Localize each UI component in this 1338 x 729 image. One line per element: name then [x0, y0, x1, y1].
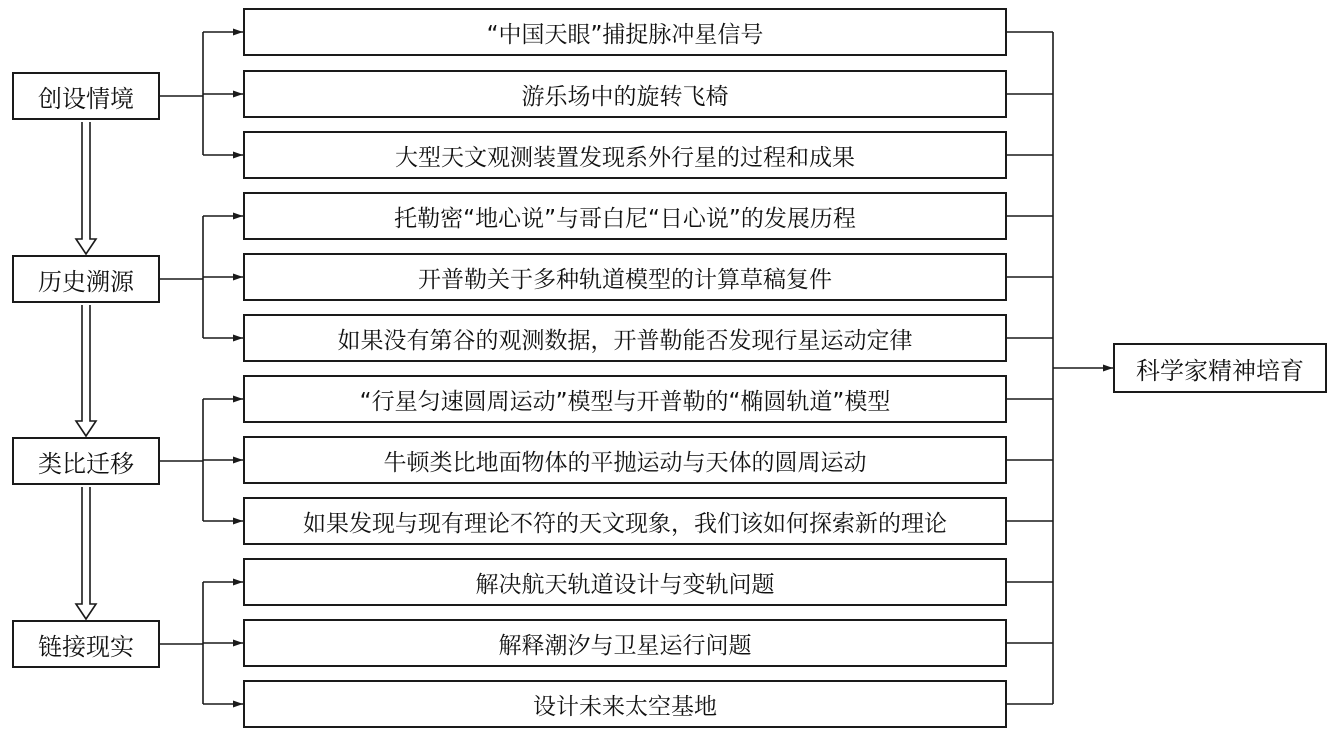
stage-box-history — [12, 255, 160, 303]
goal-label: 科学家精神培育 — [1136, 356, 1304, 385]
item-box — [243, 253, 1007, 301]
item-box — [243, 619, 1007, 667]
item-box — [243, 70, 1007, 118]
item-label: 大型天文观测装置发现系外行星的过程和成果 — [395, 144, 855, 171]
item-label: 如果发现与现有理论不符的天文现象，我们该如何探索新的理论 — [303, 510, 947, 537]
item-box — [243, 131, 1007, 179]
item-box — [243, 314, 1007, 362]
item-label: “中国天眼”捕捉脉冲星信号 — [486, 21, 764, 48]
item-label: 牛顿类比地面物体的平抛运动与天体的圆周运动 — [383, 449, 867, 476]
item-box — [243, 436, 1007, 484]
stage-flow-arrow — [76, 122, 96, 254]
item-box — [243, 192, 1007, 240]
item-box — [243, 558, 1007, 606]
stage-label: 链接现实 — [38, 632, 134, 661]
item-label: 解释潮汐与卫星运行问题 — [498, 632, 752, 659]
item-box — [243, 680, 1007, 728]
stage-label: 历史溯源 — [38, 267, 134, 296]
stage-label: 类比迁移 — [38, 449, 134, 478]
item-label: 开普勒关于多种轨道模型的计算草稿复件 — [418, 266, 832, 293]
stage-box-analogy — [12, 437, 160, 485]
stage-label: 创设情境 — [38, 84, 134, 113]
item-label: “行星匀速圆周运动”模型与开普勒的“椭圆轨道”模型 — [359, 388, 891, 415]
goal-box — [1113, 343, 1327, 393]
item-box — [243, 8, 1007, 56]
item-label: 游乐场中的旋转飞椅 — [521, 83, 729, 110]
stage-box-create-situation — [12, 72, 160, 120]
item-label: 如果没有第谷的观测数据，开普勒能否发现行星运动定律 — [337, 327, 913, 354]
stage-flow-arrow — [76, 487, 96, 619]
item-box — [243, 375, 1007, 423]
item-label: 解决航天轨道设计与变轨问题 — [475, 571, 775, 598]
stage-flow-arrow — [76, 305, 96, 436]
item-label: 托勒密“地心说”与哥白尼“日心说”的发展历程 — [394, 205, 856, 232]
item-label: 设计未来太空基地 — [533, 693, 717, 720]
stage-box-reality — [12, 620, 160, 668]
item-box — [243, 497, 1007, 545]
